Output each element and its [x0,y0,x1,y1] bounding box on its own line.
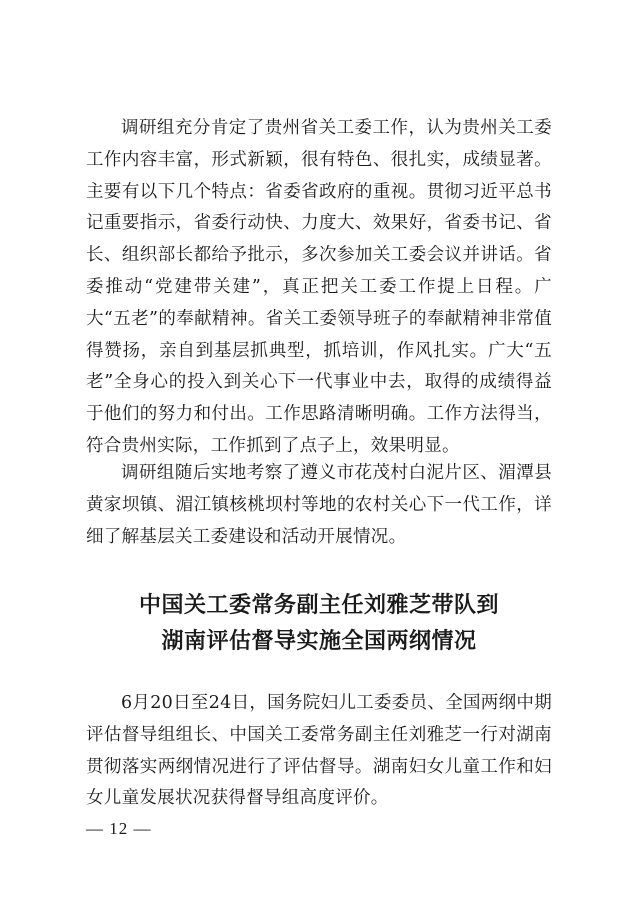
section-heading-line-1: 中国关工委常务副主任刘雅芝带队到 [138,593,499,618]
body-paragraph-1: 调研组充分肯定了贵州省关工委工作，认为贵州关工委工作内容丰富，形式新颖，很有特色、很扎实，成绩显著。主要有以下几个特点：省委省政府的重视。贯彻习近平总书记重要指示，省委行动快、力度大、效果好，省委书记、省长、组织部长都给予批示，多次参加关工委会议并讲话。省委推动“党建带关建”，真正把关工委工作提上日程。广大“五老”的奉献精神。省关工委领导班子的奉献精神非常值得赞扬，亲自到基层抓典型，抓培训，作风扎实。广大“五老”全身心的投入到关心下一代事业中去，取得的成绩得益于他们的努力和付出。工作思路清晰明确。工作方法得当，符合贵州实际，工作抓到了点子上，效果明显。 [86,118,552,456]
body-paragraph-3: 6月20日至24日，国务院妇儿工委委员、全国两纲中期评估督导组组长、中国关工委常务副主任刘雅芝一行对湖南贯彻落实两纲情况进行了评估督导。湖南妇女儿童工作和妇女儿童发展状况获得督导组高度评价。 [86,693,552,809]
body-paragraph-2: 调研组随后实地考察了遵义市花茂村白泥片区、湄潭县黄家坝镇、湄江镇核桃坝村等地的农村关心下一代工作，详细了解基层关工委建设和活动开展情况。 [86,463,552,547]
section-heading-line-2: 湖南评估督导实施全国两纲情况 [161,629,477,654]
page-number: — 12 — [86,819,152,838]
